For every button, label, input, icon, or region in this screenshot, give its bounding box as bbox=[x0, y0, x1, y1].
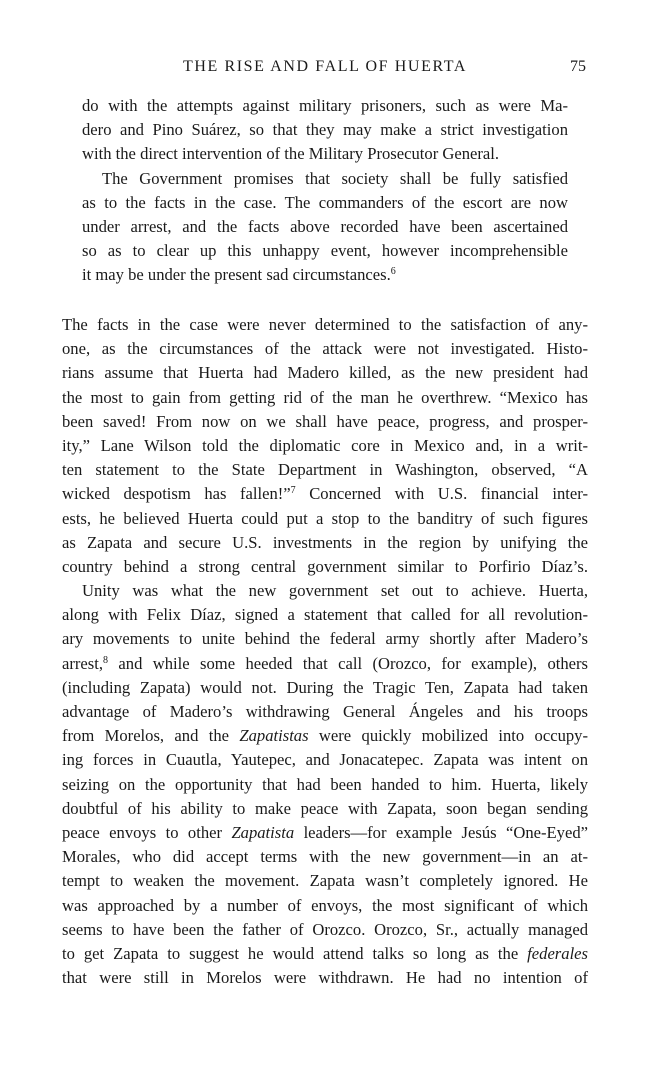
quote-line: do with the attempts against military prisoners, such as were Ma- bbox=[82, 96, 568, 115]
text-line: was approached by a number of envoys, the most significant of which bbox=[62, 895, 588, 915]
quote-line: with the direct intervention of the Military Prosecutor General. bbox=[82, 144, 500, 164]
text-line: along with Felix Díaz, signed a statement that called for all revolution- bbox=[62, 605, 588, 625]
running-head: THE RISE AND FALL OF HUERTA bbox=[182, 58, 468, 75]
text-line: Unity was what the new government set out to achieve. Huerta, bbox=[82, 581, 588, 601]
italic-term: federales bbox=[527, 943, 588, 963]
quote-line bbox=[82, 263, 568, 287]
quote-line: under arrest, and the facts above recorded have been ascertained bbox=[82, 216, 568, 236]
text-line: seizing on the opportunity that had been handed to him. Huerta, likely bbox=[62, 774, 588, 794]
text-line: (including Zapata) would not. During the Tragic Ten, Zapata had taken bbox=[62, 677, 588, 697]
text-line: rians assume that Huerta had Madero killed, as the new president had bbox=[62, 363, 588, 383]
text-line: ests, he believed Huerta could put a stop to the banditry of such figures bbox=[62, 508, 588, 528]
footnote-marker: 6 bbox=[390, 266, 396, 278]
text-segment: were quickly mobilized into occupy- bbox=[308, 726, 588, 746]
quote-text: it may be under the present sad circumstances. bbox=[82, 265, 391, 285]
text-line: been saved! From now on we shall have peace, progress, and prosper- bbox=[62, 411, 588, 431]
text-line bbox=[62, 652, 588, 676]
text-segment: and while some heeded that call (Orozco, for example), others bbox=[108, 653, 588, 673]
text-line: Morales, who did accept terms with the new government—in an at- bbox=[62, 847, 588, 867]
page-number: 75 bbox=[570, 58, 586, 75]
text-segment: to get Zapata to suggest he would attend talks so long as the bbox=[62, 943, 528, 963]
quote-line: so as to clear up this unhappy event, however incomprehensible bbox=[82, 241, 568, 261]
text-line: ten statement to the State Department in Washington, observed, “A bbox=[62, 460, 588, 480]
text-segment: wicked despotism has fallen!” bbox=[62, 484, 291, 504]
block-quote bbox=[82, 94, 568, 288]
italic-term: Zapatista bbox=[231, 822, 295, 842]
footnote-marker: 7 bbox=[290, 485, 296, 497]
text-line: doubtful of his ability to make peace with Zapata, soon began sending bbox=[62, 798, 588, 818]
text-line: the most to gain from getting rid of the man he overthrew. “Mexico has bbox=[62, 387, 588, 407]
italic-term: Zapatistas bbox=[239, 726, 309, 746]
quote-line: dero and Pino Suárez, so that they may make a strict investigation bbox=[82, 120, 568, 140]
text-line: that were still in Morelos were withdrawn. He had no intention of bbox=[62, 968, 588, 988]
text-segment: from Morelos, and the bbox=[62, 726, 240, 746]
text-line: ing forces in Cuautla, Yautepec, and Jonacatepec. Zapata was intent on bbox=[62, 750, 588, 770]
footnote-marker: 8 bbox=[103, 654, 108, 666]
text-line bbox=[62, 482, 588, 506]
text-line: tempt to weaken the movement. Zapata wasn’t completely ignored. He bbox=[62, 871, 588, 891]
text-line: seems to have been the father of Orozco. Orozco, Sr., actually managed bbox=[62, 919, 588, 939]
text-line: country behind a strong central government similar to Porfirio Díaz’s. bbox=[62, 556, 588, 576]
text-line bbox=[62, 821, 588, 845]
body-text bbox=[62, 313, 588, 990]
text-line: one, as the circumstances of the attack were not investigated. Histo- bbox=[62, 339, 588, 359]
text-line: as Zapata and secure U.S. investments in the region by unifying the bbox=[62, 532, 588, 552]
text-segment: peace envoys to other bbox=[62, 822, 232, 842]
text-segment: leaders—for example Jesús “One-Eyed” bbox=[294, 822, 588, 842]
text-line: The facts in the case were never determined to the satisfaction of any- bbox=[62, 315, 588, 334]
page-header bbox=[62, 58, 588, 80]
text-segment: arrest, bbox=[62, 653, 103, 673]
quote-line: as to the facts in the case. The commanders of the escort are now bbox=[82, 192, 568, 212]
text-line bbox=[62, 942, 588, 966]
text-line bbox=[62, 724, 588, 748]
text-line: ary movements to unite behind the federal army shortly after Madero’s bbox=[62, 629, 588, 649]
text-segment: Concerned with U.S. financial inter- bbox=[295, 484, 588, 504]
text-line: advantage of Madero’s withdrawing General Ángeles and his troops bbox=[62, 702, 588, 721]
text-line: ity,” Lane Wilson told the diplomatic core in Mexico and, in a writ- bbox=[62, 435, 588, 455]
quote-line: The Government promises that society shall be fully satisfied bbox=[102, 168, 568, 188]
